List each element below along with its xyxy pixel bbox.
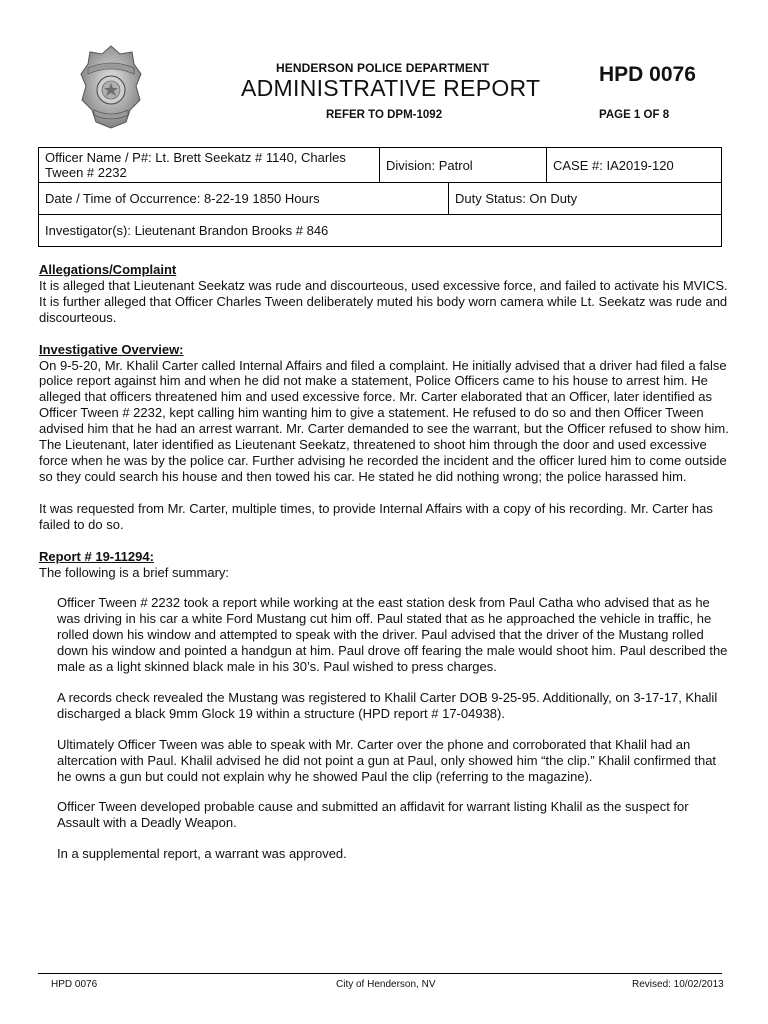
summary-paragraph: Officer Tween # 2232 took a report while working at the east station desk from Paul Catha who advised that as he was driving in his car a white Ford Mustang cut him off. Paul stated that as he approached the vehicle in traffic, he rolled down his window and attempted to speak with the driver. Paul advised that the driver of the Mustang rolled down his window and pointed a handgun at him. Paul drove off fearing the male would shoot him. Paul described the male as a light skinned black male in his 30’s. Paul wished to press charges. [57,595,728,675]
report-summary [39,595,729,862]
footer-form-code: HPD 0076 [51,979,98,990]
form-code: HPD 0076 [599,63,696,86]
refer-to-policy: REFER TO DPM-1092 [326,109,443,121]
report-title: ADMINISTRATIVE REPORT [241,75,541,101]
footer-city: City of Henderson, NV [336,979,436,990]
investigators-cell: Investigator(s): Lieutenant Brandon Brooks # 846 [45,223,329,238]
footer-revised-date: Revised: 10/02/2013 [632,979,724,990]
case-info-row-2 [39,183,721,215]
allegations-heading: Allegations/Complaint [39,262,177,277]
duty-status-cell: Duty Status: On Duty [448,183,721,214]
report-intro: The following is a brief summary: [39,564,230,580]
officer-name-cell: Officer Name / P#: Lt. Brett Seekatz # 1140, Charles Tween # 2232 [45,150,346,180]
summary-paragraph: A records check revealed the Mustang was registered to Khalil Carter DOB 9-25-95. Additionally, on 3-17-17, Khalil discharged a black 9mm Glock 19 within a structure (HPD report # 17-04938). [57,689,718,721]
summary-paragraph: Ultimately Officer Tween was able to speak with Mr. Carter over the phone and corroborated that Khalil had an altercation with Paul. Khalil advised he did not point a gun at Paul, only showed him “the clip.” Khalil confirmed that he owns a gun but could not explain why he showed Paul the clip (referring to the magazine). [57,736,717,784]
report-body [39,262,729,877]
overview-text: On 9-5-20, Mr. Khalil Carter called Internal Affairs and filed a complaint. He initially advised that a driver had filed a false police report against him and when he did not make a statement, Police Officers came to his house to arrest him. He alleged that officers threatened him and used excessive force. Mr. Carter elaborated that an Officer, later identified as Officer Tween # 2232, kept calling him wanting him to give a statement. He refused to do so and then Officer Tween advised him that he had an arrest warrant. Mr. Carter demanded to see the warrant, but the Officer refused to show him. The Lieutenant, later identified as Lieutenant Seekatz, threatened to shoot him through the door and used excessive force when he was by the police car. Further advising he recorded the incident and the officer lured him to come outside so they could search his house and then towed his car. He stated he did nothing wrong; the police harassed him. [39,357,729,484]
page-indicator: PAGE 1 OF 8 [599,109,670,121]
case-info-table [38,147,722,247]
report-number-heading: Report # 19-11294: [39,548,154,564]
case-number-cell: CASE #: IA2019-120 [546,148,721,182]
case-info-row-1 [39,148,721,183]
division-cell: Division: Patrol [379,148,546,182]
summary-paragraph: In a supplemental report, a warrant was approved. [57,846,347,862]
overview-heading: Investigative Overview: [39,341,184,357]
summary-paragraph: Officer Tween developed probable cause and submitted an affidavit for warrant listing Khalil as the suspect for Assault with a Deadly Weapon. [57,799,689,831]
occurrence-cell: Date / Time of Occurrence: 8-22-19 1850 Hours [45,191,320,206]
allegations-text: It is alleged that Lieutenant Seekatz was rude and discourteous, used excessive force, and failed to activate his MVICS. It is further alleged that Officer Charles Tween deliberately muted his body worn camera while Lt. Seekatz was rude and discourteous. [39,277,728,325]
footer-divider [38,973,722,974]
overview-text-2: It was requested from Mr. Carter, multiple times, to provide Internal Affairs with a copy of his recording. Mr. Carter has failed to do so. [39,500,713,532]
police-badge-icon [80,44,142,130]
case-info-row-3 [39,215,721,246]
department-name: HENDERSON POLICE DEPARTMENT [276,61,490,75]
